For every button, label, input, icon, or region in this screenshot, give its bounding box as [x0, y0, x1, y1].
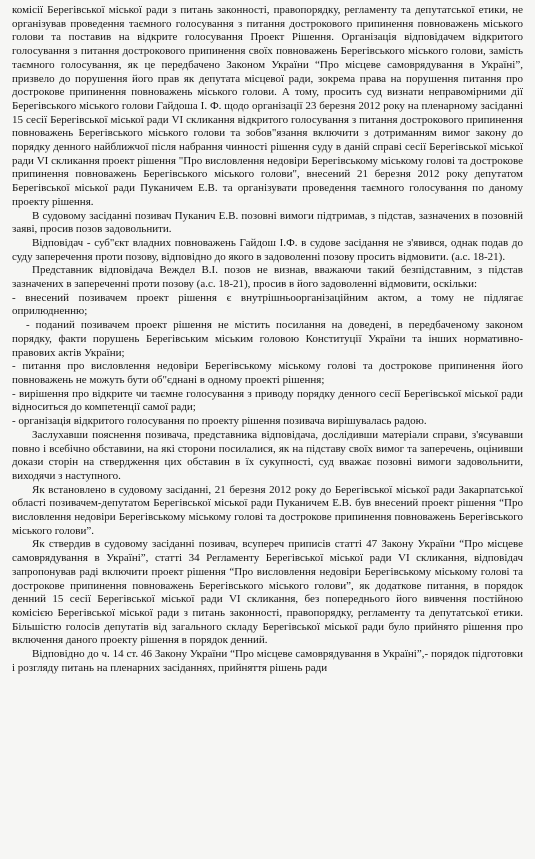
paragraph-claim-summary: комісії Берегівської міської ради з питань законності, правопорядку, регламенту та депутатської етики, не організував проведення таємного голосування з питання дострокового припинення повноважень міського голови та поставив на відкрите голосування Проект Рішення. Організація відповідачем відкритого голосування з питання дострокового припинення своїх повноважень Берегівського міського голови, замість таємного голосування, як це передбачено Законом України “Про місцеве самоврядування в Україні”, призвело до порушення його прав як депутата місцевої ради, зокрема права на порушення питання про дострокове припинення повноважень міського голови. А тому, просить суд визнати неправомірними дії Берегівського міського голови Гайдоша І. Ф. щодо організації 23 березня 2012 року на пленарному засіданні 15 сесії Берегівської міської ради VI скликання відкритого голосування з питання дострокового припинення повноважень Берегівського міського голови та зобов"язання включити з дотриманням вимог закону до порядку денного найближчої після набрання чинності рішення суду в даній справі сесії Берегівської міської ради VI скликання проект рішення "Про висловлення недовіри Берегівському міському голові та дострокове припинення повноважень Берегівського міського голови", внесений 21 березня 2012 року депутатом Берегівської міської ради Пуканичем Е.В. та організувати проведення таємного голосування по даному проекту рішення. — [12, 4, 523, 208]
list-item-objection-5: - організація відкритого голосування по проекту рішення позивача вирішувалась радою. — [12, 415, 427, 428]
paragraph-plaintiff-statement: Як ствердив в судовому засіданні позивач, всупереч приписів статті 47 Закону України “Про місцеве самоврядування в Україні”, статті 34 Регламенту Берегівської міської ради VI скликання, відповідач запропонував раді включити проект рішення “Про висловлення недовіри Берегівському міському голові та дострокове припинення повноважень Берегівського міського голови”, як додаткове питання, в порядок денний 15 сесії Берегівської міської ради VI скликання, без попереднього його вивчення постійною комісією Берегівської міської ради з питань законності, правопорядку, регламенту та депутатської етики. Більшістю голосів депутатів від загального складу Берегівської міської ради було прийнято рішення про включення даного проекту рішення в порядок денний. — [12, 538, 523, 647]
list-item-objection-2: - поданий позивачем проект рішення не містить посилання на доведені, в передбаченому законом порядку, факти порушень Берегівським міським головою Конституції України та інших нормативно-правових актів України; — [12, 319, 523, 359]
paragraph-law-reference: Відповідно до ч. 14 ст. 46 Закону України “Про місцеве самоврядування в Україні”,- порядок підготовки і розгляду питань на пленарних засіданнях, прийняття рішень ради — [12, 648, 523, 674]
paragraph-established-facts: Як встановлено в судовому засіданні, 21 березня 2012 року до Берегівської міської ради Закарпатської області позивачем-депутатом Берегівської міської ради Пуканичем Е.В. був внесений проект рішення “Про висловлення недовіри Берегівському міському голові та дострокове припинення повноважень Берегівського міського голови”. — [12, 483, 523, 537]
list-item-objection-1: - внесений позивачем проект рішення є внутрішньоорганізаційним актом, а тому не підлягає оприлюдненню; — [12, 291, 523, 318]
list-item-objection-4: - вирішення про відкрите чи таємне голосування з приводу порядку денного сесії Берегівської міської ради відноситься до компетенції самої ради; — [12, 387, 523, 414]
paragraph-court-assessment: Заслухавши пояснення позивача, представника відповідача, дослідивши матеріали справи, з'ясувавши повно і всебічно обставини, на які сторони посилалися, як на підставу своїх вимог та заперечень, оцінивши докази сторін на ствердження цих обставин в їх сукупності, суд вважає позовні вимоги задовольнити, виходячи з наступного. — [12, 428, 523, 482]
paragraph-defendant-absence: Відповідач - суб"єкт владних повноважень Гайдош І.Ф. в судове засідання не з'явився, однак подав до суду заперечення проти позову, відповідно до якого в задоволенні позову просить відмовити. (а.с. 18-21). — [12, 236, 523, 263]
list-item-objection-3: - питання про висловлення недовіри Берегівському міському голові та дострокове припинення його повноважень не можуть бути об"єднані в одному проекті рішення; — [12, 360, 523, 386]
paragraph-representative-position: Представник відповідача Веждел В.І. позов не визнав, вважаючи такий безпідставним, з підстав зазначених в запереченні проти позову (а.с. 18-21), просив в його задоволенні відмовити, оскільки: — [12, 264, 523, 291]
paragraph-plaintiff-hearing: В судовому засіданні позивач Пуканич Е.В. позовні вимоги підтримав, з підстав, зазначених в позовній заяві, просив позов задовольнити. — [12, 209, 523, 236]
